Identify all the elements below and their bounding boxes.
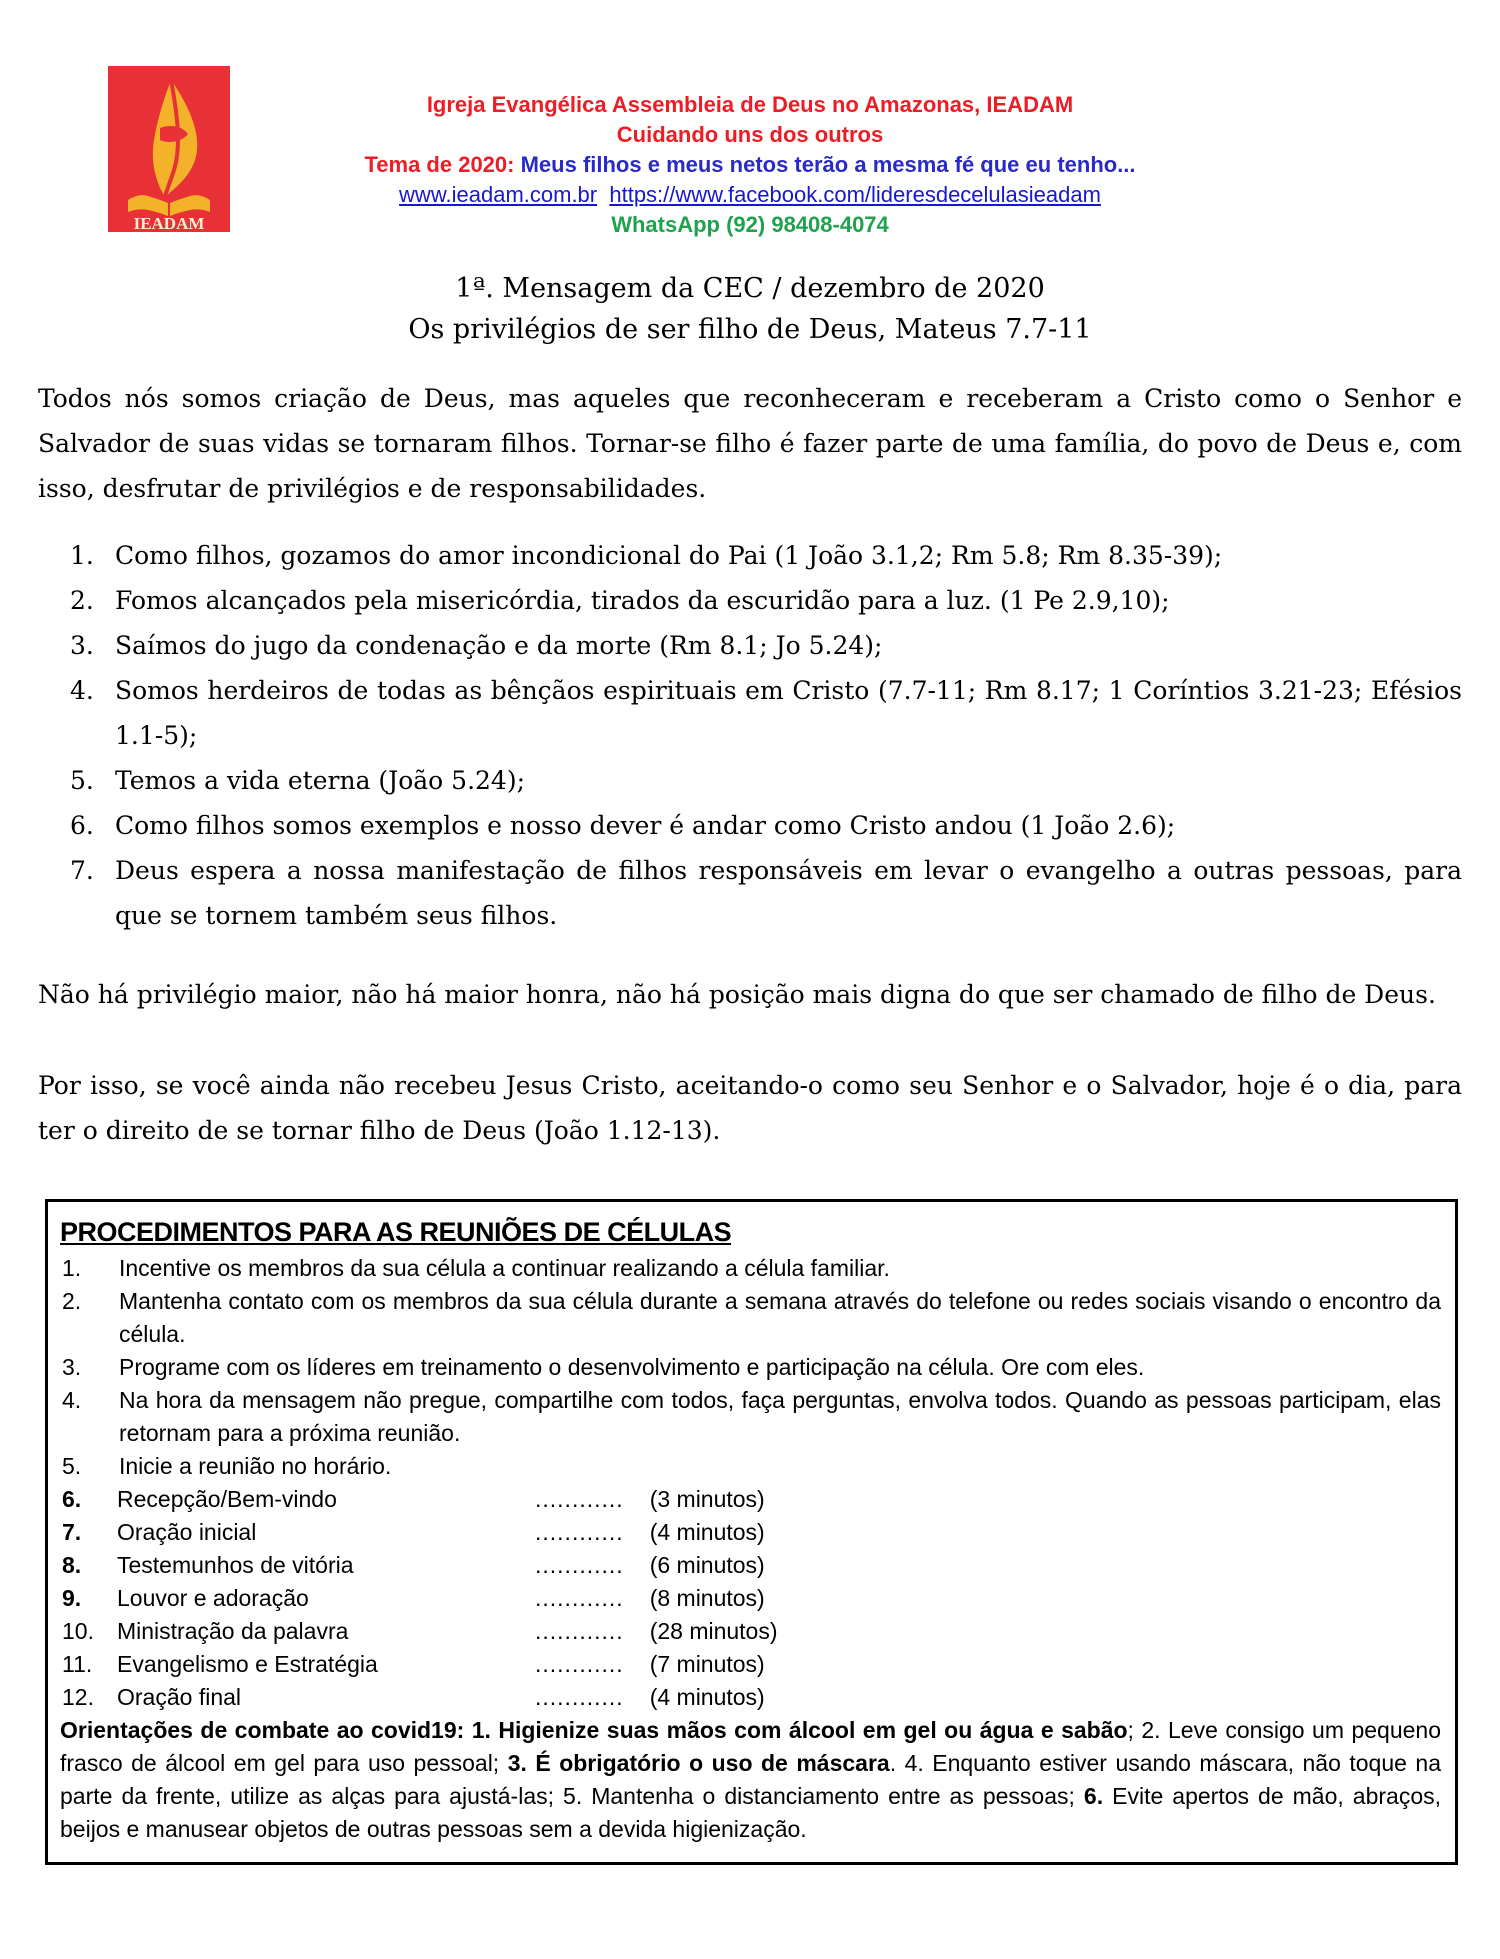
list-item-number: 4. (70, 676, 94, 705)
schedule-number: 9. (62, 1585, 82, 1611)
schedule-time: (8 minutos) (649, 1585, 765, 1611)
schedule-dots: ............ (535, 1585, 624, 1611)
schedule-time: (7 minutos) (649, 1651, 765, 1677)
procedure-text: Programe com os líderes em treinamento o desenvolvimento e participação na célula. Ore com eles. (119, 1354, 1145, 1380)
schedule-dots: ............ (535, 1651, 624, 1677)
schedule-row (60, 1549, 1441, 1582)
schedule-number: 6. (62, 1486, 82, 1512)
schedule-number: 12. (62, 1684, 94, 1710)
schedule-label: Evangelismo e Estratégia (117, 1651, 378, 1677)
list-item-number: 7. (70, 856, 94, 885)
schedule-row (60, 1681, 1441, 1714)
ieadam-logo (108, 66, 230, 232)
schedule-dots: ............ (535, 1486, 624, 1512)
title-line-1: 1ª. Mensagem da CEC / dezembro de 2020 (455, 273, 1045, 304)
procedure-text: Inicie a reunião no horário. (119, 1453, 392, 1479)
intro-paragraph: Todos nós somos criação de Deus, mas aqueles que reconheceram e receberam a Cristo como o Senhor e Salvador de suas vidas se tornaram filhos. Tornar-se filho é fazer parte de uma família, do povo de Deus e, com isso, desfrutar de privilégios e de responsabilidades. (38, 384, 1462, 503)
schedule-number: 7. (62, 1519, 82, 1545)
procedures-box (45, 1199, 1458, 1865)
list-item-number: 2. (70, 586, 94, 615)
theme-text: Meus filhos e meus netos terão a mesma fé que eu tenho... (520, 152, 1136, 177)
list-item-text: Fomos alcançados pela misericórdia, tirados da escuridão para a luz. (1 Pe 2.9,10); (115, 586, 1170, 615)
list-item-text: Deus espera a nossa manifestação de filhos responsáveis em levar o evangelho a outras pessoas, para que se tornem também seus filhos. (115, 856, 1462, 930)
schedule-number: 11. (62, 1651, 93, 1677)
procedure-item (60, 1351, 1441, 1384)
schedule-time: (28 minutos) (649, 1618, 778, 1644)
list-item (38, 623, 1462, 668)
schedule-dots: ............ (535, 1519, 624, 1545)
schedule-time: (6 minutos) (649, 1552, 765, 1578)
list-item-text: Como filhos somos exemplos e nosso dever é andar como Cristo andou (1 João 2.6); (115, 811, 1176, 840)
procedure-text: Mantenha contato com os membros da sua célula durante a semana através do telefone ou redes sociais visando o encontro da célula. (119, 1288, 1441, 1347)
covid-segment-bold: 6. (1083, 1783, 1104, 1809)
paragraph-privilege: Não há privilégio maior, não há maior honra, não há posição mais digna do que ser chamado de filho de Deus. (38, 980, 1436, 1009)
procedure-number: 2. (62, 1288, 82, 1314)
procedure-item (60, 1285, 1441, 1351)
schedule-number: 10. (62, 1618, 94, 1644)
schedule-label: Testemunhos de vitória (117, 1552, 354, 1578)
body (0, 376, 1500, 1865)
list-item (38, 803, 1462, 848)
schedule-row (60, 1615, 1441, 1648)
procedure-number: 4. (62, 1387, 82, 1413)
list-item-number: 1. (70, 541, 94, 570)
paragraph-invitation: Por isso, se você ainda não recebeu Jesus Cristo, aceitando-o como seu Senhor e o Salvador, hoje é o dia, para ter o direito de se tornar filho de Deus (João 1.12-13). (38, 1071, 1462, 1145)
covid-segment-bold: 3. É obrigatório o uso de máscara (507, 1750, 890, 1776)
schedule-label: Oração inicial (117, 1519, 257, 1545)
schedule-time: (4 minutos) (649, 1519, 765, 1545)
list-item (38, 758, 1462, 803)
website-link[interactable]: www.ieadam.com.br (399, 182, 598, 207)
list-item-text: Como filhos, gozamos do amor incondicional do Pai (1 João 3.1,2; Rm 5.8; Rm 8.35-39); (115, 541, 1223, 570)
schedule-dots: ............ (535, 1552, 624, 1578)
schedule-row (60, 1516, 1441, 1549)
document-title (0, 268, 1500, 350)
procedure-number: 3. (62, 1354, 82, 1380)
schedule-row (60, 1483, 1441, 1516)
list-item-text: Saímos do jugo da condenação e da morte (Rm 8.1; Jo 5.24); (115, 631, 883, 660)
schedule-row (60, 1582, 1441, 1615)
list-item (38, 578, 1462, 623)
procedure-text: Na hora da mensagem não pregue, compartilhe com todos, faça perguntas, envolva todos. Quando as pessoas participam, elas retornam para a próxima reunião. (119, 1387, 1441, 1446)
schedule-label: Oração final (117, 1684, 242, 1710)
list-item-text: Somos herdeiros de todas as bênçãos espirituais em Cristo (7.7-11; Rm 8.17; 1 Coríntios 3.21-23; Efésios 1.1-5); (115, 676, 1462, 750)
schedule-time: (4 minutos) (649, 1684, 765, 1710)
church-name: Igreja Evangélica Assembleia de Deus no Amazonas, IEADAM (426, 92, 1074, 117)
covid-segment: . 4. Enquanto estiver usando máscara, não toque na parte da frente, utilize as alças para ajustá-las; 5. Mantenha o distanciamento entre as pessoas; (60, 1750, 1441, 1809)
procedure-text: Incentive os membros da sua célula a continuar realizando a célula familiar. (119, 1255, 890, 1281)
schedule-label: Louvor e adoração (117, 1585, 309, 1611)
procedure-number: 1. (62, 1255, 82, 1281)
procedure-number: 5. (62, 1453, 82, 1479)
procedure-item (60, 1384, 1441, 1450)
list-item (38, 533, 1462, 578)
schedule-dots: ............ (535, 1618, 624, 1644)
theme-label: Tema de 2020: (364, 152, 521, 177)
church-motto: Cuidando uns dos outros (616, 122, 884, 147)
covid-segment: ; 2. Leve consigo um pequeno frasco de álcool em gel para uso pessoal; (60, 1717, 1441, 1776)
procedures-heading: PROCEDIMENTOS PARA AS REUNIÕES DE CÉLULAS (60, 1217, 732, 1247)
list-item-number: 5. (70, 766, 94, 795)
svg-text:IEADAM: IEADAM (133, 214, 205, 232)
list-item-number: 6. (70, 811, 94, 840)
schedule-dots: ............ (535, 1684, 624, 1710)
schedule-label: Recepção/Bem-vindo (117, 1486, 337, 1512)
procedure-item (60, 1450, 1441, 1483)
schedule-row (60, 1648, 1441, 1681)
schedule-time: (3 minutos) (649, 1486, 765, 1512)
covid-segment-bold: Orientações de combate ao covid19: 1. Higienize suas mãos com álcool em gel ou água e sabão (60, 1717, 1128, 1743)
covid-segment: Evite apertos de mão, abraços, beijos e manusear objetos de outras pessoas sem a devida higienização. (60, 1783, 1441, 1842)
procedure-item (60, 1252, 1441, 1285)
title-line-2: Os privilégios de ser filho de Deus, Mateus 7.7-11 (408, 314, 1092, 345)
list-item (38, 848, 1462, 938)
facebook-link[interactable]: https://www.facebook.com/lideresdecelulasieadam (609, 182, 1101, 207)
schedule-number: 8. (62, 1552, 82, 1578)
whatsapp-number: WhatsApp (92) 98408-4074 (611, 212, 889, 237)
schedule-label: Ministração da palavra (117, 1618, 349, 1644)
flame-book-icon (108, 66, 230, 232)
covid-guidelines (60, 1714, 1441, 1846)
header (0, 0, 1500, 240)
list-item (38, 668, 1462, 758)
list-item-number: 3. (70, 631, 94, 660)
privileges-list (38, 533, 1462, 938)
list-item-text: Temos a vida eterna (João 5.24); (115, 766, 525, 795)
